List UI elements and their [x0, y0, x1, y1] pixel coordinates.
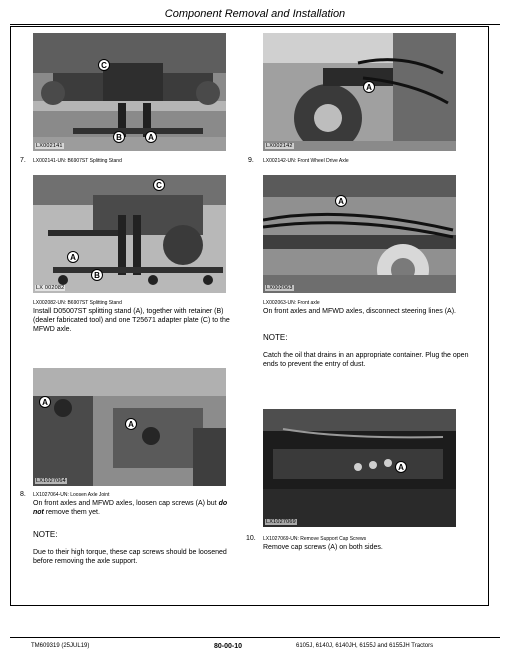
- figure-lx002142: [263, 33, 456, 151]
- callout-b: B: [113, 131, 125, 143]
- step-number: 10.: [246, 535, 256, 542]
- step-instruction: Remove cap screws (A) on both sides.: [263, 544, 383, 551]
- figure-id-label: LX 002082: [36, 285, 65, 291]
- figure-id-label: LX002063: [266, 285, 293, 291]
- note-label: NOTE:: [33, 530, 58, 539]
- callout-b: B: [91, 269, 103, 281]
- figure-caption: LX002141-UN: B6907ST Splitting Stand: [33, 158, 122, 164]
- header-divider: [10, 24, 500, 25]
- figure-lx002063: [263, 175, 456, 293]
- callout-a: A: [125, 418, 137, 430]
- figure-id-label: LX1027069: [266, 519, 296, 525]
- footer-models: 6105J, 6140J, 6140JH, 6155J and 6155JH Tractors: [296, 643, 434, 649]
- figure-lx002141: [33, 33, 226, 151]
- figure-lx002082: [33, 175, 226, 293]
- callout-a: A: [395, 461, 407, 473]
- figure-caption: LX1027064-UN: Loosen Axle Joint: [33, 492, 110, 498]
- figure-lx1027064: [33, 368, 226, 486]
- photo-front-axle-steering-lines: [263, 175, 456, 293]
- photo-splitting-stand-installed: [33, 175, 226, 293]
- photo-support-cap-screws: [263, 409, 456, 527]
- step-instruction: On front axles and MFWD axles, disconnect steering lines (A).: [263, 308, 456, 315]
- step-number: 9.: [248, 157, 254, 164]
- footer-page-number: 80-00-10: [214, 643, 243, 650]
- callout-a: A: [39, 396, 51, 408]
- note-text: Due to their high torque, these cap screws should be loosened before removing the axle support.: [33, 549, 227, 565]
- callout-a: A: [363, 81, 375, 93]
- figure-id-label: LX002142: [266, 143, 293, 149]
- figure-id-label: LX1027064: [36, 478, 66, 484]
- figure-lx1027069: [263, 409, 456, 527]
- step-instruction: Install D05007ST splitting stand (A), together with retainer (B) (dealer fabricated tool) and one T25671 adapter plate (C) to the MFWD axle.: [33, 308, 230, 333]
- emphasis-text: do not: [33, 500, 228, 516]
- callout-a: A: [335, 195, 347, 207]
- step-instruction: On front axles and MFWD axles, loosen cap screws (A) but do not remove them yet.: [33, 500, 228, 516]
- figure-caption: LX002142-UN: Front Wheel Drive Axle: [263, 158, 349, 164]
- photo-splitting-stand-under-axle: [33, 33, 226, 151]
- footer-doc-id: TM609319 (25JUL19): [31, 643, 90, 649]
- figure-caption: LX002063-UN: Front axle: [263, 300, 320, 306]
- figure-id-label: LX002141: [36, 143, 63, 149]
- note-label: NOTE:: [263, 333, 288, 342]
- page-header-title: Component Removal and Installation: [164, 8, 346, 20]
- footer-divider: [10, 637, 500, 638]
- callout-a: A: [67, 251, 79, 263]
- callout-a: A: [145, 131, 157, 143]
- step-number: 7.: [20, 157, 26, 164]
- figure-caption: LX1027069-UN: Remove Support Cap Screws: [263, 536, 367, 542]
- callout-c: C: [153, 179, 165, 191]
- note-text: Catch the oil that drains in an appropriate container. Plug the open ends to prevent the entry of dust.: [263, 352, 469, 368]
- figure-caption: LX002082-UN: B6907ST Splitting Stand: [33, 300, 122, 306]
- callout-c: C: [98, 59, 110, 71]
- photo-front-wheel-drive-axle: [263, 33, 456, 151]
- step-number: 8.: [20, 491, 26, 498]
